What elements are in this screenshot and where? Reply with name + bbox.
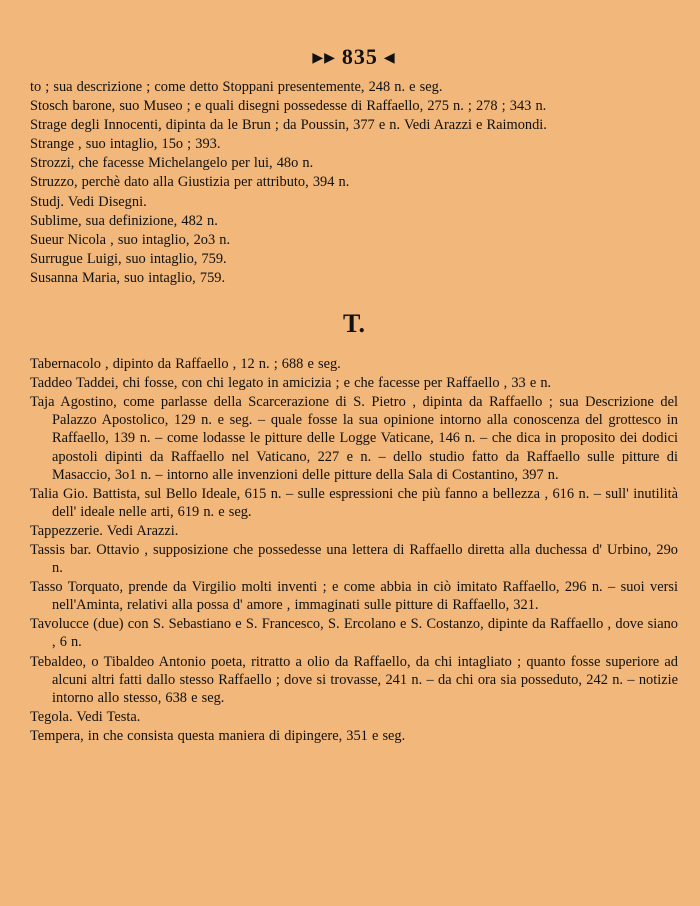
right-ornament-icon: ◀ [383, 51, 396, 67]
index-entry: Tegola. Vedi Testa. [30, 708, 141, 725]
index-entries-t [30, 355, 678, 745]
index-entry: Tasso Torquato, prende da Virgilio molti inventi ; e come abbia in ciò imitato Raffaello, 296 n. – suoi versi nell'Aminta, relativi alla possa d' amore , immaginati sulle pitture di Raffaello, 321. [30, 579, 678, 614]
page-header [30, 44, 678, 78]
index-entry: Struzzo, perchè dato alla Giustizia per attributo, 394 n. [30, 174, 350, 191]
index-entry: Stosch barone, suo Museo ; e quali disegni possedesse di Raffaello, 275 n. ; 278 ; 343 n. [30, 98, 547, 115]
index-entry: to ; sua descrizione ; come detto Stoppani presentemente, 248 n. e seg. [30, 79, 443, 95]
index-entry: Strange , suo intaglio, 15o ; 393. [30, 136, 221, 153]
index-entry: Susanna Maria, suo intaglio, 759. [30, 269, 226, 286]
document-page [30, 44, 678, 746]
page-number: 835 [341, 44, 378, 69]
index-entries-s [30, 78, 678, 287]
index-entry: Sublime, sua definizione, 482 n. [30, 212, 218, 229]
index-entry: Strozzi, che facesse Michelangelo per lui, 48o n. [30, 155, 314, 172]
index-entry: Tebaldeo, o Tibaldeo Antonio poeta, ritratto a olio da Raffaello, da chi intagliato ; quanto fosse superiore ad alcuni altri fatti dallo stesso Raffaello ; dove si trovasse, 241 n. – da chi ora sia posseduto, 242 n. – notizie intorno allo stesso, 638 e seg. [30, 653, 678, 706]
index-entry: Strage degli Innocenti, dipinta da le Brun ; da Poussin, 377 e n. Vedi Arazzi e Raimondi. [30, 117, 547, 134]
index-entry: Taddeo Taddei, chi fosse, con chi legato in amicizia ; e che facesse per Raffaello , 33 e n. [30, 375, 552, 392]
index-entry: Tavolucce (due) con S. Sebastiano e S. Francesco, S. Ercolano e S. Costanzo, dipinte da Raffaello , dove siano , 6 n. [30, 616, 678, 651]
index-entry: Tempera, in che consista questa maniera di dipingere, 351 e seg. [30, 727, 406, 744]
left-ornament-icon: ▶▶ [312, 51, 336, 67]
index-entry: Tabernacolo , dipinto da Raffaello , 12 n. ; 688 e seg. [30, 356, 341, 373]
index-entry: Studj. Vedi Disegni. [30, 193, 147, 210]
index-entry: Taja Agostino, come parlasse della Scarcerazione di S. Pietro , dipinta da Raffaello ; sua Descrizione del Palazzo Apostolico, 129 n. e seg. – quale fosse la sua opinione intorno alla conoscenza del grottesco in Raffaello, 139 n. – come lodasse le pitture delle Logge Vaticane, 146 n. – che dica in proposito dei dodici apostoli dipinti da Raffaello nel Vaticano, 227 e n. – dello studio fatto da Raffaello sulle pitture di Masaccio, 3o1 n. – intorno alle invenzioni delle pitture della Sala di Costantino, 397 n. [30, 394, 678, 483]
index-entry: Surrugue Luigi, suo intaglio, 759. [30, 250, 227, 267]
index-entry: Sueur Nicola , suo intaglio, 2o3 n. [30, 231, 231, 248]
index-entry: Talia Gio. Battista, sul Bello Ideale, 615 n. – sulle espressioni che più fanno a bellezza , 616 n. – sull' inutilità dell' ideale nelle arti, 619 n. e seg. [30, 485, 678, 520]
index-entry: Tassis bar. Ottavio , supposizione che possedesse una lettera di Raffaello diretta alla duchessa d' Urbino, 29o n. [30, 541, 678, 577]
section-letter: T. [343, 309, 365, 339]
index-entry: Tappezzerie. Vedi Arazzi. [30, 522, 179, 539]
